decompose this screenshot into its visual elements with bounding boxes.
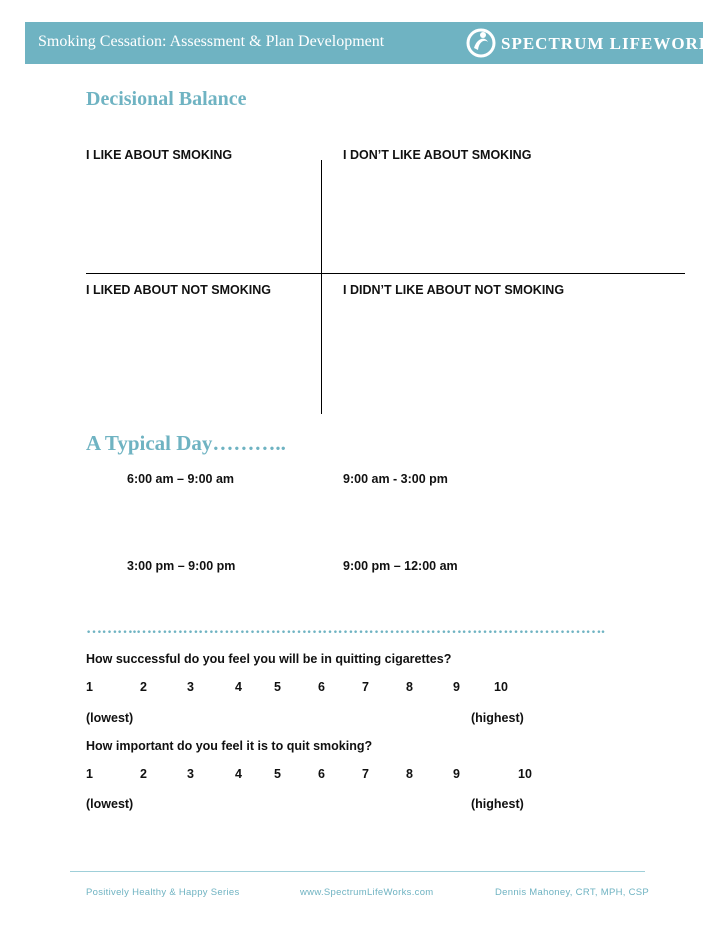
importance-lowest-label: (lowest) (86, 797, 134, 811)
success-question: How successful do you feel you will be in quitting cigarettes? (86, 652, 452, 666)
decisional-balance-title: Decisional Balance (86, 88, 247, 110)
success-scale-4: 4 (235, 680, 242, 694)
like-smoking-label: I LIKE ABOUT SMOKING (86, 148, 233, 162)
liked-not-smoking-label: I LIKED ABOUT NOT SMOKING (86, 283, 271, 297)
importance-highest-label: (highest) (471, 797, 524, 811)
importance-scale-10: 10 (518, 767, 532, 781)
importance-question: How important do you feel it is to quit smoking? (86, 739, 373, 753)
footer-divider (70, 871, 645, 872)
grid-vertical-divider (321, 160, 322, 414)
success-scale-3: 3 (187, 680, 194, 694)
importance-scale-5: 5 (274, 767, 281, 781)
importance-scale-9: 9 (453, 767, 460, 781)
dislike-smoking-label: I DON’T LIKE ABOUT SMOKING (343, 148, 532, 162)
importance-scale-2: 2 (140, 767, 147, 781)
importance-scale-6: 6 (318, 767, 325, 781)
disliked-not-smoking-label: I DIDN’T LIKE ABOUT NOT SMOKING (343, 283, 565, 297)
time-slot-night: 9:00 pm – 12:00 am (343, 559, 458, 573)
logo-swirl-icon (465, 26, 497, 60)
header-title: Smoking Cessation: Assessment & Plan Development (38, 33, 385, 50)
logo-text: SPECTRUM LIFEWORKS (501, 34, 724, 53)
success-scale-10: 10 (494, 680, 508, 694)
time-slot-morning: 6:00 am – 9:00 am (127, 472, 235, 486)
time-slot-midday: 9:00 am - 3:00 pm (343, 472, 448, 486)
success-lowest-label: (lowest) (86, 711, 134, 725)
importance-scale-1: 1 (86, 767, 93, 781)
footer-series: Positively Healthy & Happy Series (86, 887, 240, 898)
time-slot-evening: 3:00 pm – 9:00 pm (127, 559, 236, 573)
success-scale-5: 5 (274, 680, 281, 694)
importance-scale-4: 4 (235, 767, 242, 781)
spectrum-lifeworks-logo (465, 26, 724, 60)
importance-scale-8: 8 (406, 767, 413, 781)
grid-horizontal-divider (86, 273, 685, 274)
importance-scale-3: 3 (187, 767, 194, 781)
footer-website-link[interactable]: www.SpectrumLifeWorks.com (300, 887, 434, 898)
dotted-separator: ……….………………………………………………………………………………. (86, 620, 605, 637)
success-scale-2: 2 (140, 680, 147, 694)
typical-day-title: A Typical Day……….. (86, 431, 286, 455)
success-highest-label: (highest) (471, 711, 524, 725)
success-scale-9: 9 (453, 680, 460, 694)
success-scale-7: 7 (362, 680, 369, 694)
success-scale-6: 6 (318, 680, 325, 694)
success-scale-8: 8 (406, 680, 413, 694)
success-scale-1: 1 (86, 680, 93, 694)
footer-author: Dennis Mahoney, CRT, MPH, CSP (495, 887, 650, 898)
header-band (25, 22, 724, 64)
importance-scale-7: 7 (362, 767, 369, 781)
